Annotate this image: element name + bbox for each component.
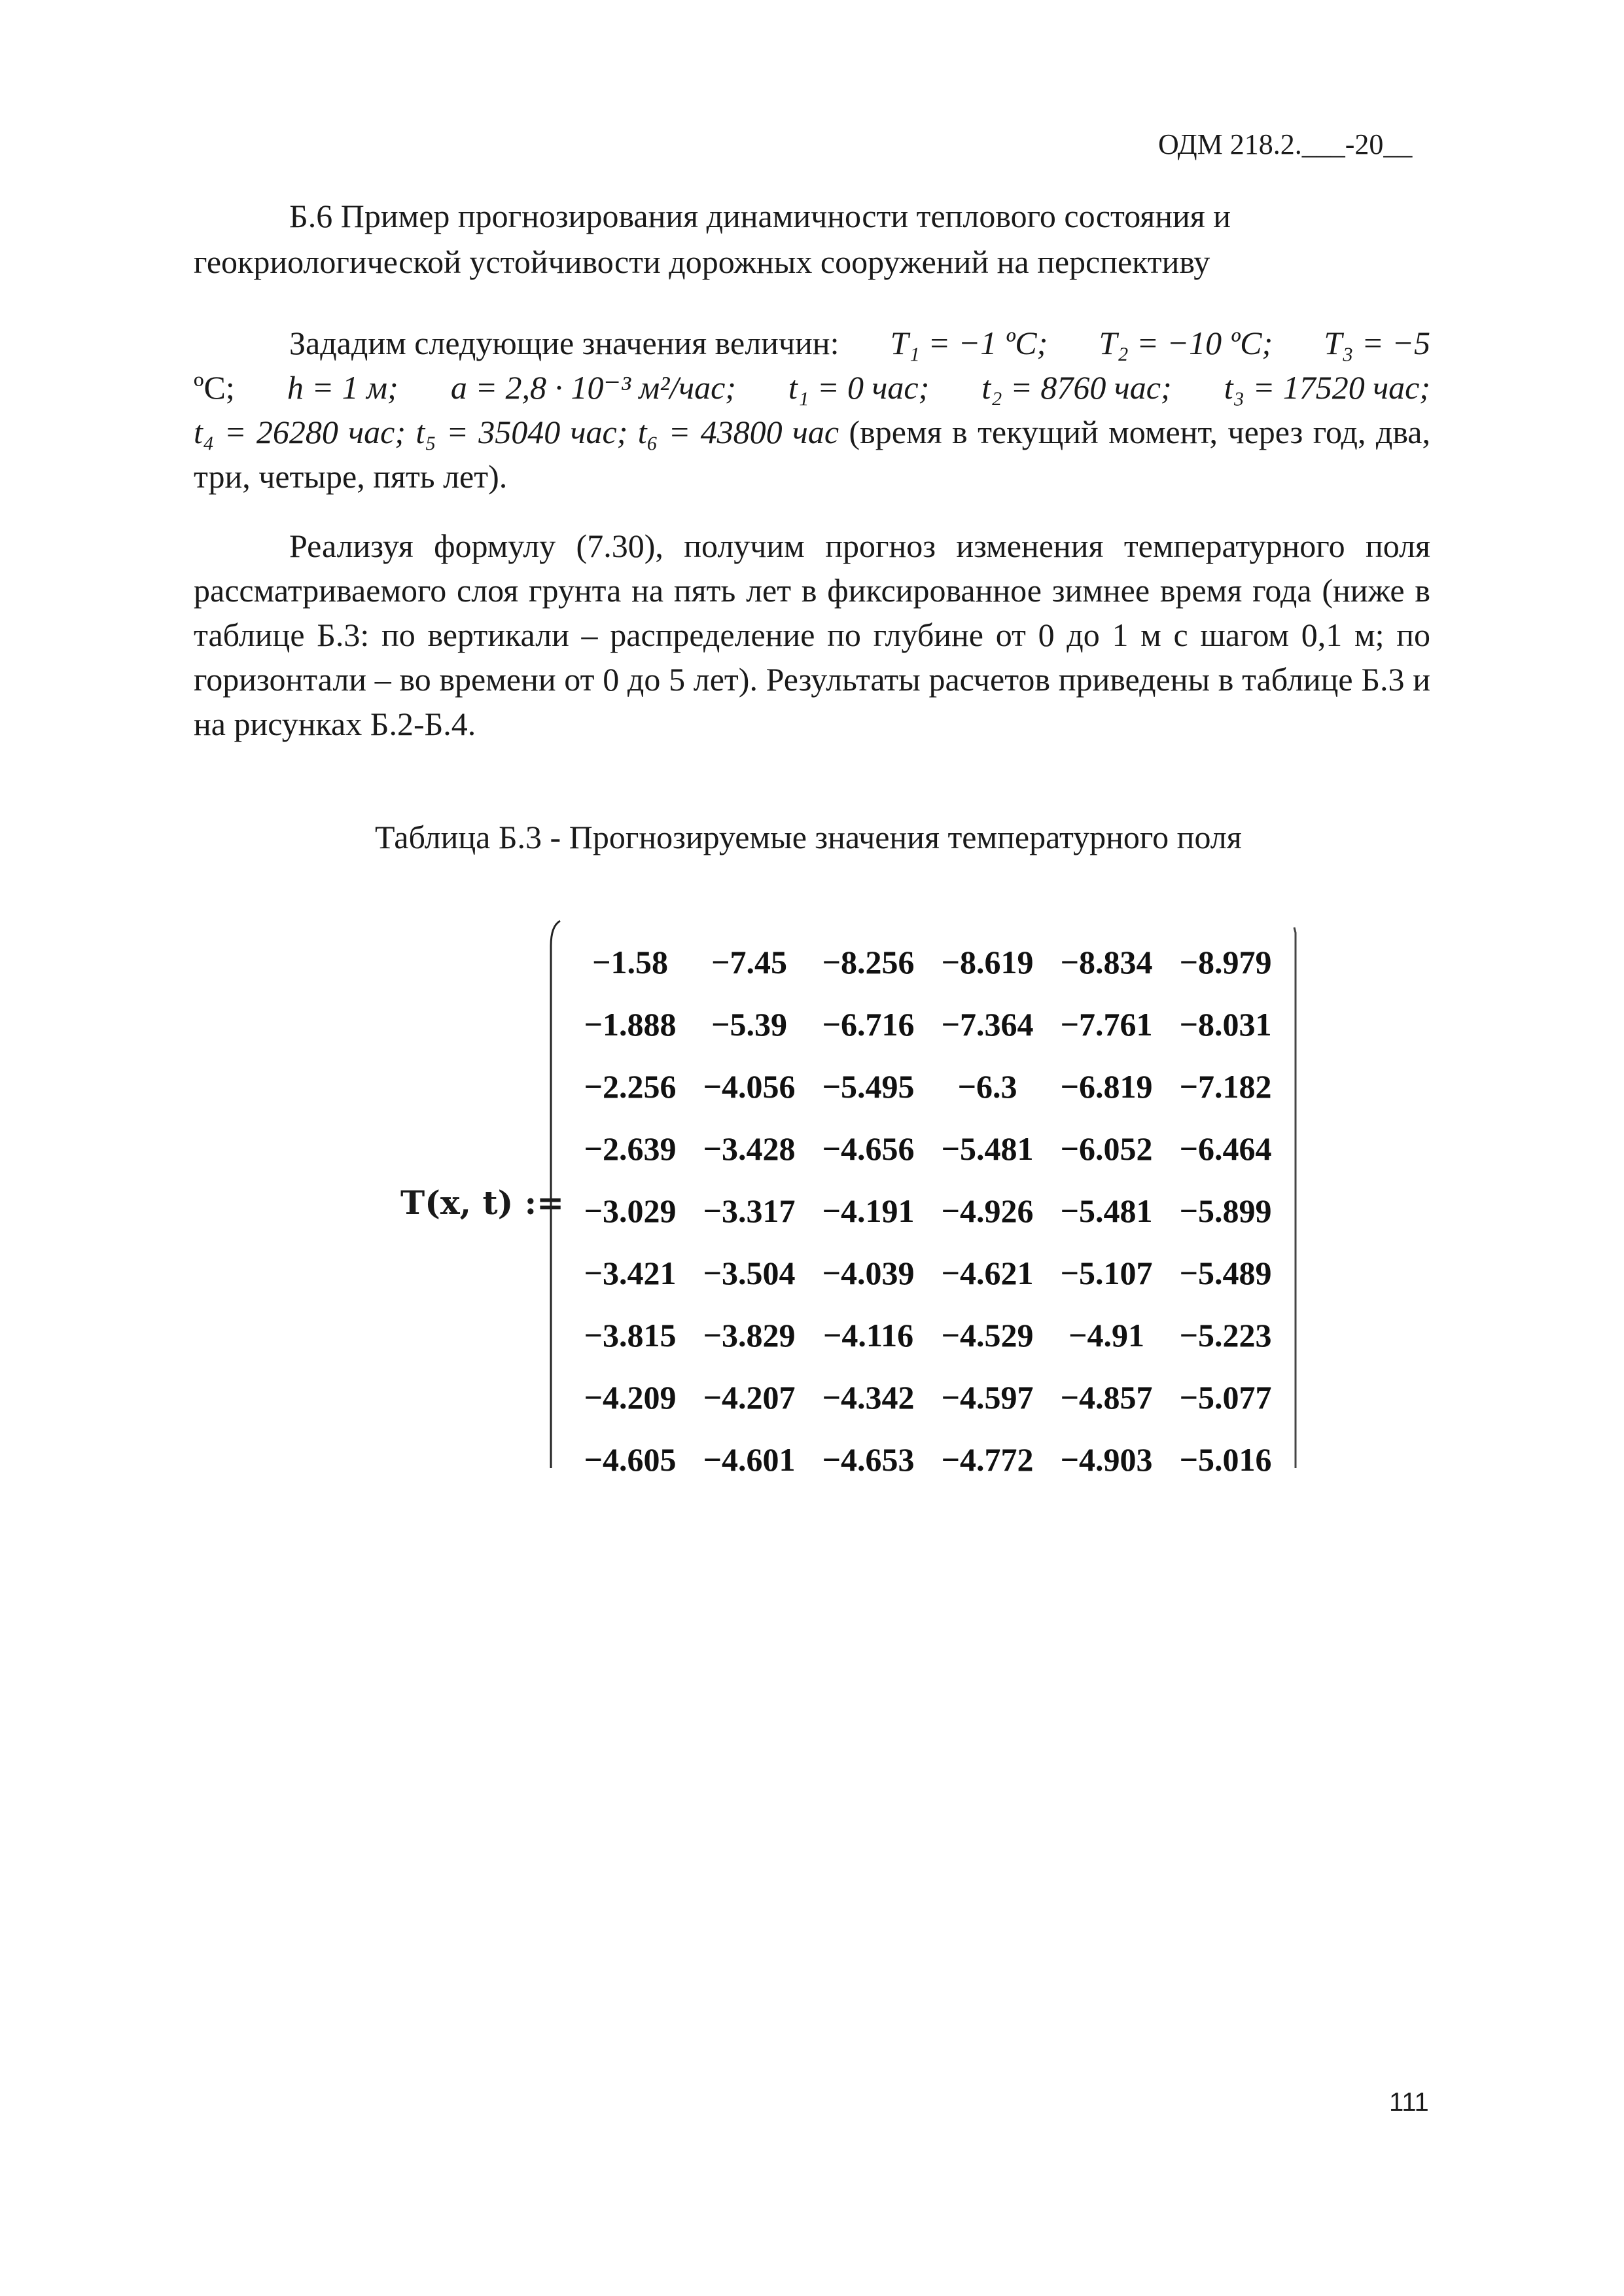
matrix-cell: −4.056	[703, 1068, 796, 1105]
matrix-cell: −4.597	[941, 1379, 1034, 1416]
param-t3: t₃ = 17520 час;	[1224, 369, 1430, 406]
matrix-cell: −7.761	[1060, 1006, 1153, 1043]
matrix-cell: −1.58	[592, 944, 668, 980]
matrix-cell: −1.888	[584, 1006, 677, 1043]
matrix-cell: −4.605	[584, 1441, 677, 1478]
param-intro: Зададим следующие значения величин:	[289, 325, 839, 361]
matrix-cell: −6.716	[822, 1006, 915, 1043]
param-T3-unit: ºC;	[194, 369, 235, 406]
matrix-cell: −8.256	[822, 944, 915, 980]
matrix-cell: −3.815	[584, 1317, 677, 1354]
param-time-note: (время в текущий момент, через год, два, три, четыре, пять лет).	[194, 414, 1430, 495]
matrix-cell: −8.031	[1179, 1006, 1272, 1043]
matrix-cell: −4.656	[822, 1130, 915, 1167]
matrix-cell: −8.619	[941, 944, 1034, 980]
parameters-paragraph	[194, 321, 1430, 499]
matrix-cell: −5.481	[1060, 1193, 1153, 1229]
param-t6: t₆ = 43800 час	[637, 414, 839, 450]
param-row-2	[194, 365, 1430, 410]
matrix-cell: −5.223	[1179, 1317, 1272, 1354]
param-t4: t₄ = 26280 час;	[194, 414, 406, 450]
matrix-cell: −4.207	[703, 1379, 796, 1416]
matrix-cell: −4.653	[822, 1441, 915, 1478]
matrix-cell: −8.834	[1060, 944, 1153, 980]
matrix-cell: −4.601	[703, 1441, 796, 1478]
matrix-cell: −4.116	[822, 1317, 914, 1354]
matrix-cell: −6.052	[1060, 1130, 1153, 1167]
matrix-right-bracket	[1290, 926, 1301, 1469]
results-text: Реализуя формулу (7.30), получим прогноз изменения температурного поля рассматриваемого слоя грунта на пять лет в фиксированное зимнее время года (ниже в таблице Б.3: по вертикали – распределение по глубине от 0 до 1 м с шагом 0,1 м; по горизонтали – во времени от 0 до 5 лет). Результаты расчетов приведены в таблице Б.3 и на рисунках Б.2-Б.4.	[194, 528, 1430, 742]
matrix-cell: −5.495	[822, 1068, 915, 1105]
matrix-cell: −7.364	[941, 1006, 1034, 1043]
matrix-cell: −5.39	[711, 1006, 787, 1043]
results-paragraph	[194, 524, 1430, 746]
param-T2: T₂ = −10 ºC;	[1099, 325, 1273, 361]
matrix-cell: −3.428	[703, 1130, 796, 1167]
matrix-cell: −4.342	[822, 1379, 915, 1416]
matrix-cell: −4.91	[1068, 1317, 1144, 1354]
matrix-cell: −3.029	[584, 1193, 677, 1229]
document-code: ОДМ 218.2.___-20__	[1158, 128, 1413, 160]
matrix-cell: −5.899	[1179, 1193, 1272, 1229]
matrix-cell: −5.489	[1179, 1255, 1272, 1291]
matrix-left-bracket	[548, 920, 561, 1469]
matrix-cell: −4.191	[822, 1193, 915, 1229]
matrix-cell: −5.077	[1179, 1379, 1272, 1416]
param-t2: t₂ = 8760 час;	[981, 369, 1172, 406]
param-T3: T₃ = −5	[1324, 325, 1430, 361]
temperature-matrix	[571, 933, 1285, 1492]
matrix-cell: −2.256	[584, 1068, 677, 1105]
matrix-cell: −2.639	[584, 1130, 677, 1167]
matrix-cell: −8.979	[1179, 944, 1272, 980]
section-title	[194, 193, 1430, 285]
matrix-cell: −4.209	[584, 1379, 677, 1416]
param-t5: t₅ = 35040 час;	[415, 414, 628, 450]
matrix-cell: −3.504	[703, 1255, 796, 1291]
matrix-cell: −3.421	[584, 1255, 677, 1291]
matrix-cell: −6.464	[1179, 1130, 1272, 1167]
param-T1: T₁ = −1 ºC;	[890, 325, 1048, 361]
matrix-cell: −4.529	[941, 1317, 1034, 1354]
param-h: h = 1 м;	[287, 369, 398, 406]
matrix-cell: −3.317	[703, 1193, 796, 1229]
matrix-cell: −4.857	[1060, 1379, 1153, 1416]
matrix-cell: −3.829	[703, 1317, 796, 1354]
param-row-1	[194, 321, 1430, 365]
matrix-cell: −4.903	[1060, 1441, 1153, 1478]
matrix-cell: −4.772	[941, 1441, 1034, 1478]
param-a: a = 2,8 · 10⁻³ м²/час;	[450, 369, 736, 406]
matrix-cell: −5.481	[941, 1130, 1034, 1167]
section-title-line1: Б.6 Пример прогнозирования динамичности теплового состояния и	[289, 198, 1231, 234]
matrix-cell: −5.016	[1179, 1441, 1272, 1478]
matrix-label: T(x, t) :=	[400, 1183, 564, 1222]
matrix-cell: −4.039	[822, 1255, 915, 1291]
matrix-cell: −6.3	[957, 1068, 1017, 1105]
matrix-cell: −4.926	[941, 1193, 1034, 1229]
matrix-cell: −6.819	[1060, 1068, 1153, 1105]
matrix-cell: −4.621	[941, 1255, 1034, 1291]
param-row-3	[194, 410, 1430, 499]
param-t1: t₁ = 0 час;	[788, 369, 930, 406]
matrix-cell: −7.45	[711, 944, 787, 980]
page-number: 111	[1389, 2088, 1429, 2117]
section-title-line2: геокриологической устойчивости дорожных сооружений на перспективу	[194, 243, 1210, 280]
matrix-cell: −5.107	[1060, 1255, 1153, 1291]
table-caption: Таблица Б.3 - Прогнозируемые значения температурного поля	[375, 819, 1242, 855]
matrix-cell: −7.182	[1179, 1068, 1272, 1105]
